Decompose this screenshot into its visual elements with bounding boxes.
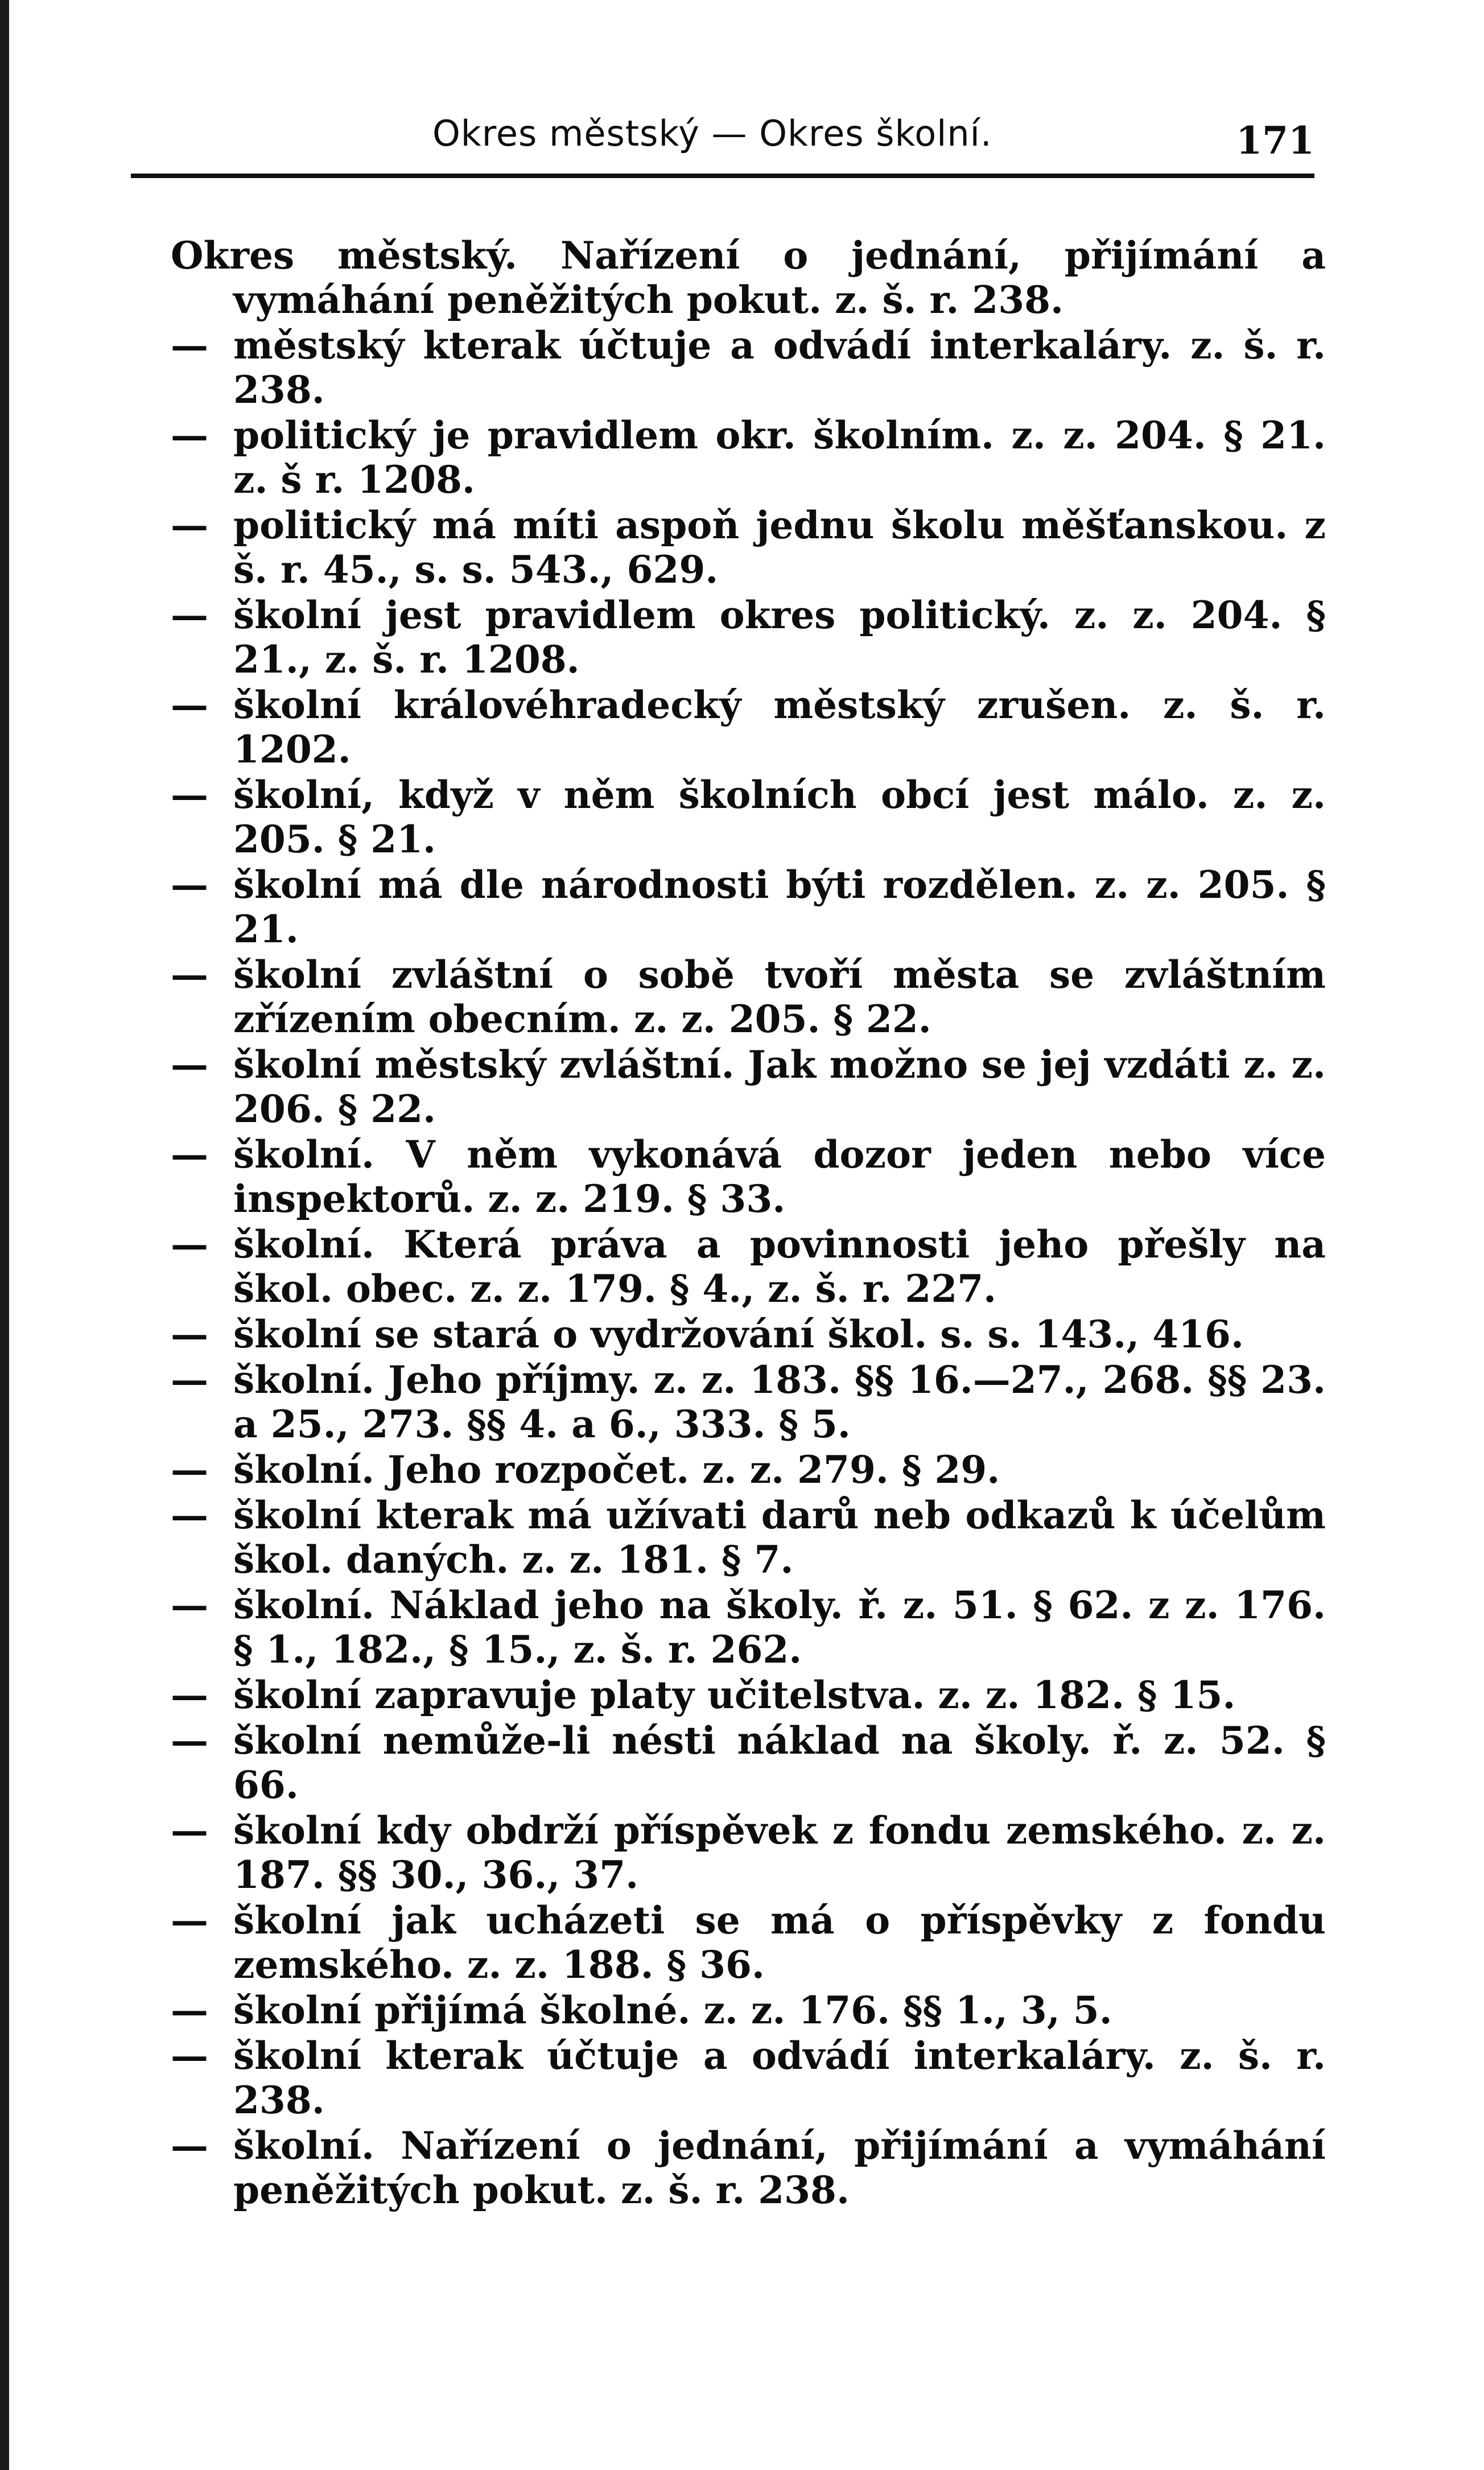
entry-dash: — (171, 863, 208, 907)
running-head: Okres městský — Okres školní. (432, 113, 992, 154)
page-number: 171 (1236, 118, 1314, 163)
entry-text: školní se stará o vydržování škol. s. s. 143., 416. (233, 1312, 1244, 1356)
entry-text: školní. Jeho příjmy. z. z. 183. §§ 16.—27., 268. §§ 23. a 25., 273. §§ 4. a 6., 333. § 5. (233, 1358, 1326, 1446)
entry-text: školní přijímá školné. z. z. 176. §§ 1., 3, 5. (233, 1988, 1112, 2032)
entry-text: školní kdy obdrží příspěvek z fondu zemského. z. z. 187. §§ 30., 36., 37. (233, 1808, 1326, 1897)
index-entry (171, 1042, 1326, 1131)
index-entry (171, 1448, 1326, 1492)
index-entry (171, 1493, 1326, 1582)
entry-text: školní. Náklad jeho na školy. ř. z. 51. § 62. z z. 176. § 1., 182., § 15., z. š. r. 262. (233, 1583, 1326, 1672)
entry-dash: — (171, 1312, 208, 1356)
entry-text: školní městský zvláštní. Jak možno se jej vzdáti z. z. 206. § 22. (233, 1042, 1326, 1131)
index-entry (171, 593, 1326, 682)
entry-text: školní jak ucházeti se má o příspěvky z fondu zemského. z. z. 188. § 36. (233, 1898, 1326, 1987)
index-entry (171, 1988, 1326, 2032)
index-entry (171, 1898, 1326, 1987)
entry-text: školní jest pravidlem okres politický. z. z. 204. § 21., z. š. r. 1208. (233, 593, 1326, 682)
entry-dash: — (171, 2034, 208, 2078)
index-entry (171, 233, 1326, 322)
header-rule (131, 174, 1314, 178)
entry-text: školní zvláštní o sobě tvoří města se zvláštním zřízením obecním. z. z. 205. § 22. (233, 952, 1326, 1041)
entry-text: školní kterak má užívati darů neb odkazů k účelům škol. daných. z. z. 181. § 7. (233, 1493, 1326, 1582)
entry-text: školní, když v něm školních obcí jest málo. z. z. 205. § 21. (233, 773, 1326, 861)
entry-text: politický má míti aspoň jednu školu měšťanskou. z š. r. 45., s. s. 543., 629. (233, 503, 1326, 592)
index-entry (171, 1312, 1326, 1356)
entry-dash: — (171, 1898, 208, 1943)
entry-dash: — (171, 1448, 208, 1492)
entry-dash: — (171, 323, 208, 368)
entry-dash: — (171, 503, 208, 547)
entry-dash: — (171, 1132, 208, 1177)
entry-dash: — (171, 1673, 208, 1717)
entry-text: politický je pravidlem okr. školním. z. z. 204. § 21. z. š r. 1208. (233, 413, 1326, 502)
index-entry (171, 2123, 1326, 2212)
entry-dash: — (171, 773, 208, 817)
index-entry (171, 1132, 1326, 1221)
entry-dash: — (171, 1042, 208, 1087)
entry-text: městský kterak účtuje a odvádí interkaláry. z. š. r. 238. (233, 323, 1326, 412)
index-entry (171, 1808, 1326, 1897)
entry-dash: — (171, 1358, 208, 1402)
index-entry (171, 413, 1326, 502)
entry-text: školní. Nařízení o jednání, přijímání a vymáhání peněžitých pokut. z. š. r. 238. (233, 2123, 1326, 2212)
index-entry (171, 1718, 1326, 1807)
entry-text: školní nemůže-li nésti náklad na školy. ř. z. 52. § 66. (233, 1718, 1326, 1807)
index-entry (171, 952, 1326, 1041)
entry-dash: — (171, 683, 208, 727)
index-entry (171, 323, 1326, 412)
entry-dash: — (171, 1493, 208, 1537)
index-entry (171, 773, 1326, 861)
entry-dash: — (171, 1808, 208, 1853)
entry-dash: — (171, 1222, 208, 1267)
index-entry (171, 1673, 1326, 1717)
entry-dash: — (171, 593, 208, 637)
entry-text: školní kterak účtuje a odvádí interkaláry. z. š. r. 238. (233, 2034, 1326, 2122)
index-entry (171, 1358, 1326, 1446)
entry-text: školní. V něm vykonává dozor jeden nebo více inspektorů. z. z. 219. § 33. (233, 1132, 1326, 1221)
entry-text: školní. Která práva a povinnosti jeho přešly na škol. obec. z. z. 179. § 4., z. š. r. 227. (233, 1222, 1326, 1311)
entry-dash: — (171, 2123, 208, 2168)
index-entry (171, 2034, 1326, 2122)
entry-text: školní. Jeho rozpočet. z. z. 279. § 29. (233, 1448, 1000, 1492)
entry-dash: — (171, 413, 208, 457)
index-entry (171, 503, 1326, 592)
entry-dash: — (171, 1988, 208, 2032)
entry-text: Okres městský. Nařízení o jednání, přijímání a vymáhání peněžitých pokut. z. š. r. 238. (171, 233, 1326, 322)
entry-text: školní královéhradecký městský zrušen. z. š. r. 1202. (233, 683, 1326, 772)
index-entry (171, 1222, 1326, 1311)
page-header (131, 101, 1314, 170)
index-entry (171, 863, 1326, 951)
index-entry (171, 683, 1326, 772)
entry-text: školní má dle národnosti býti rozdělen. z. z. 205. § 21. (233, 863, 1326, 951)
page-edge-shadow (0, 0, 9, 2470)
entry-dash: — (171, 952, 208, 997)
index-entries (171, 233, 1326, 2213)
entry-dash: — (171, 1718, 208, 1763)
entry-dash: — (171, 1583, 208, 1627)
entry-text: školní zapravuje platy učitelstva. z. z. 182. § 15. (233, 1673, 1236, 1717)
index-entry (171, 1583, 1326, 1672)
